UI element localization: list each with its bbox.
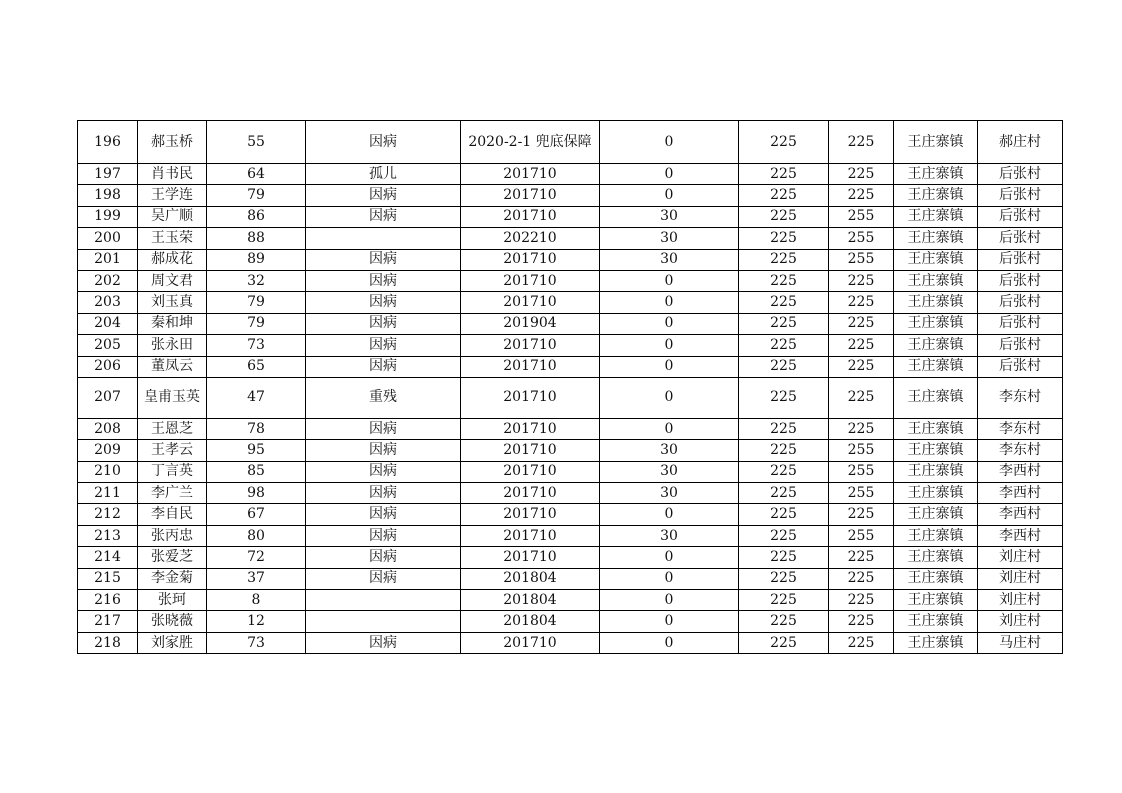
serial-number-cell: 204 xyxy=(78,313,138,334)
total-allowance-cell: 225 xyxy=(829,270,894,291)
serial-number-cell: 198 xyxy=(78,185,138,206)
base-allowance-cell: 225 xyxy=(739,504,829,525)
town-cell: 王庄寨镇 xyxy=(894,206,978,227)
name-cell: 皇甫玉英 xyxy=(138,377,207,418)
serial-number-cell: 210 xyxy=(78,461,138,482)
name-cell: 郝成花 xyxy=(138,249,207,270)
serial-number-cell: 202 xyxy=(78,270,138,291)
serial-number-cell: 209 xyxy=(78,440,138,461)
base-allowance-cell: 225 xyxy=(739,206,829,227)
total-allowance-cell: 225 xyxy=(829,377,894,418)
village-cell: 李东村 xyxy=(978,440,1063,461)
name-cell: 刘家胜 xyxy=(138,632,207,653)
age-cell: 73 xyxy=(207,335,306,356)
age-cell: 72 xyxy=(207,547,306,568)
serial-number-cell: 197 xyxy=(78,164,138,185)
reason-cell: 因病 xyxy=(306,121,461,164)
reason-cell: 因病 xyxy=(306,356,461,377)
reason-cell: 因病 xyxy=(306,504,461,525)
village-cell: 后张村 xyxy=(978,313,1063,334)
start-date-cell: 201710 xyxy=(461,525,600,546)
reason-cell: 因病 xyxy=(306,249,461,270)
name-cell: 刘玉真 xyxy=(138,292,207,313)
table-row xyxy=(78,292,1063,313)
town-cell: 王庄寨镇 xyxy=(894,461,978,482)
reason-cell: 因病 xyxy=(306,313,461,334)
start-date-cell: 201710 xyxy=(461,335,600,356)
base-allowance-cell: 225 xyxy=(739,611,829,632)
start-date-cell: 201710 xyxy=(461,270,600,291)
table-row xyxy=(78,525,1063,546)
village-cell: 李西村 xyxy=(978,504,1063,525)
village-cell: 李西村 xyxy=(978,483,1063,504)
serial-number-cell: 211 xyxy=(78,483,138,504)
base-allowance-cell: 225 xyxy=(739,377,829,418)
start-date-cell: 201710 xyxy=(461,418,600,439)
start-date-cell: 201710 xyxy=(461,185,600,206)
name-cell: 张永田 xyxy=(138,335,207,356)
village-cell: 后张村 xyxy=(978,292,1063,313)
start-date-cell: 201804 xyxy=(461,568,600,589)
extra-allowance-cell: 30 xyxy=(600,206,739,227)
base-allowance-cell: 225 xyxy=(739,632,829,653)
base-allowance-cell: 225 xyxy=(739,292,829,313)
table-row xyxy=(78,377,1063,418)
village-cell: 刘庄村 xyxy=(978,568,1063,589)
total-allowance-cell: 225 xyxy=(829,547,894,568)
total-allowance-cell: 225 xyxy=(829,418,894,439)
village-cell: 李西村 xyxy=(978,525,1063,546)
name-cell: 秦和坤 xyxy=(138,313,207,334)
town-cell: 王庄寨镇 xyxy=(894,292,978,313)
town-cell: 王庄寨镇 xyxy=(894,270,978,291)
reason-cell: 因病 xyxy=(306,270,461,291)
start-date-cell: 201710 xyxy=(461,547,600,568)
village-cell: 刘庄村 xyxy=(978,611,1063,632)
extra-allowance-cell: 30 xyxy=(600,440,739,461)
name-cell: 丁言英 xyxy=(138,461,207,482)
name-cell: 李金菊 xyxy=(138,568,207,589)
total-allowance-cell: 225 xyxy=(829,356,894,377)
base-allowance-cell: 225 xyxy=(739,313,829,334)
age-cell: 95 xyxy=(207,440,306,461)
start-date-cell: 201710 xyxy=(461,461,600,482)
start-date-cell: 2020-2-1 兜底保障 xyxy=(461,121,600,164)
total-allowance-cell: 225 xyxy=(829,568,894,589)
serial-number-cell: 217 xyxy=(78,611,138,632)
total-allowance-cell: 225 xyxy=(829,292,894,313)
age-cell: 79 xyxy=(207,185,306,206)
town-cell: 王庄寨镇 xyxy=(894,228,978,249)
start-date-cell: 201904 xyxy=(461,313,600,334)
table-row xyxy=(78,335,1063,356)
age-cell: 88 xyxy=(207,228,306,249)
reason-cell: 因病 xyxy=(306,440,461,461)
base-allowance-cell: 225 xyxy=(739,121,829,164)
start-date-cell: 201710 xyxy=(461,632,600,653)
total-allowance-cell: 225 xyxy=(829,185,894,206)
village-cell: 后张村 xyxy=(978,228,1063,249)
total-allowance-cell: 255 xyxy=(829,206,894,227)
total-allowance-cell: 225 xyxy=(829,121,894,164)
age-cell: 12 xyxy=(207,611,306,632)
village-cell: 马庄村 xyxy=(978,632,1063,653)
table-row xyxy=(78,611,1063,632)
total-allowance-cell: 255 xyxy=(829,483,894,504)
reason-cell: 因病 xyxy=(306,568,461,589)
serial-number-cell: 212 xyxy=(78,504,138,525)
town-cell: 王庄寨镇 xyxy=(894,377,978,418)
town-cell: 王庄寨镇 xyxy=(894,568,978,589)
name-cell: 王恩芝 xyxy=(138,418,207,439)
table-body xyxy=(78,121,1063,654)
town-cell: 王庄寨镇 xyxy=(894,335,978,356)
serial-number-cell: 214 xyxy=(78,547,138,568)
town-cell: 王庄寨镇 xyxy=(894,121,978,164)
town-cell: 王庄寨镇 xyxy=(894,356,978,377)
age-cell: 67 xyxy=(207,504,306,525)
base-allowance-cell: 225 xyxy=(739,335,829,356)
extra-allowance-cell: 0 xyxy=(600,313,739,334)
table-row xyxy=(78,164,1063,185)
extra-allowance-cell: 0 xyxy=(600,356,739,377)
age-cell: 55 xyxy=(207,121,306,164)
age-cell: 80 xyxy=(207,525,306,546)
start-date-cell: 201710 xyxy=(461,249,600,270)
total-allowance-cell: 225 xyxy=(829,632,894,653)
age-cell: 79 xyxy=(207,313,306,334)
serial-number-cell: 208 xyxy=(78,418,138,439)
age-cell: 73 xyxy=(207,632,306,653)
extra-allowance-cell: 0 xyxy=(600,632,739,653)
start-date-cell: 201710 xyxy=(461,164,600,185)
town-cell: 王庄寨镇 xyxy=(894,632,978,653)
base-allowance-cell: 225 xyxy=(739,249,829,270)
start-date-cell: 201710 xyxy=(461,504,600,525)
reason-cell: 因病 xyxy=(306,461,461,482)
start-date-cell: 201710 xyxy=(461,483,600,504)
town-cell: 王庄寨镇 xyxy=(894,525,978,546)
extra-allowance-cell: 0 xyxy=(600,164,739,185)
total-allowance-cell: 255 xyxy=(829,461,894,482)
town-cell: 王庄寨镇 xyxy=(894,185,978,206)
table-row xyxy=(78,590,1063,611)
town-cell: 王庄寨镇 xyxy=(894,483,978,504)
age-cell: 98 xyxy=(207,483,306,504)
serial-number-cell: 216 xyxy=(78,590,138,611)
start-date-cell: 201710 xyxy=(461,356,600,377)
serial-number-cell: 199 xyxy=(78,206,138,227)
extra-allowance-cell: 0 xyxy=(600,377,739,418)
reason-cell: 因病 xyxy=(306,418,461,439)
serial-number-cell: 213 xyxy=(78,525,138,546)
name-cell: 王孝云 xyxy=(138,440,207,461)
serial-number-cell: 206 xyxy=(78,356,138,377)
base-allowance-cell: 225 xyxy=(739,525,829,546)
reason-cell xyxy=(306,590,461,611)
reason-cell: 因病 xyxy=(306,547,461,568)
village-cell: 刘庄村 xyxy=(978,590,1063,611)
age-cell: 8 xyxy=(207,590,306,611)
age-cell: 47 xyxy=(207,377,306,418)
extra-allowance-cell: 0 xyxy=(600,270,739,291)
extra-allowance-cell: 30 xyxy=(600,228,739,249)
name-cell: 张爱芝 xyxy=(138,547,207,568)
total-allowance-cell: 225 xyxy=(829,590,894,611)
serial-number-cell: 200 xyxy=(78,228,138,249)
base-allowance-cell: 225 xyxy=(739,461,829,482)
total-allowance-cell: 225 xyxy=(829,611,894,632)
name-cell: 李自民 xyxy=(138,504,207,525)
start-date-cell: 201710 xyxy=(461,206,600,227)
age-cell: 37 xyxy=(207,568,306,589)
total-allowance-cell: 255 xyxy=(829,525,894,546)
extra-allowance-cell: 0 xyxy=(600,121,739,164)
reason-cell: 因病 xyxy=(306,206,461,227)
reason-cell: 孤儿 xyxy=(306,164,461,185)
village-cell: 后张村 xyxy=(978,164,1063,185)
table-row xyxy=(78,632,1063,653)
reason-cell: 因病 xyxy=(306,632,461,653)
extra-allowance-cell: 30 xyxy=(600,249,739,270)
extra-allowance-cell: 0 xyxy=(600,568,739,589)
name-cell: 周文君 xyxy=(138,270,207,291)
age-cell: 64 xyxy=(207,164,306,185)
village-cell: 后张村 xyxy=(978,206,1063,227)
village-cell: 李东村 xyxy=(978,377,1063,418)
base-allowance-cell: 225 xyxy=(739,590,829,611)
total-allowance-cell: 255 xyxy=(829,440,894,461)
village-cell: 后张村 xyxy=(978,249,1063,270)
town-cell: 王庄寨镇 xyxy=(894,313,978,334)
total-allowance-cell: 255 xyxy=(829,228,894,249)
town-cell: 王庄寨镇 xyxy=(894,611,978,632)
extra-allowance-cell: 0 xyxy=(600,590,739,611)
serial-number-cell: 196 xyxy=(78,121,138,164)
name-cell: 王玉荣 xyxy=(138,228,207,249)
age-cell: 86 xyxy=(207,206,306,227)
base-allowance-cell: 225 xyxy=(739,228,829,249)
reason-cell: 因病 xyxy=(306,292,461,313)
town-cell: 王庄寨镇 xyxy=(894,504,978,525)
age-cell: 85 xyxy=(207,461,306,482)
town-cell: 王庄寨镇 xyxy=(894,440,978,461)
town-cell: 王庄寨镇 xyxy=(894,547,978,568)
base-allowance-cell: 225 xyxy=(739,440,829,461)
reason-cell: 因病 xyxy=(306,335,461,356)
serial-number-cell: 205 xyxy=(78,335,138,356)
total-allowance-cell: 225 xyxy=(829,313,894,334)
table-row xyxy=(78,313,1063,334)
village-cell: 后张村 xyxy=(978,335,1063,356)
total-allowance-cell: 225 xyxy=(829,335,894,356)
table-row xyxy=(78,356,1063,377)
serial-number-cell: 201 xyxy=(78,249,138,270)
name-cell: 张丙忠 xyxy=(138,525,207,546)
extra-allowance-cell: 30 xyxy=(600,483,739,504)
total-allowance-cell: 225 xyxy=(829,164,894,185)
age-cell: 78 xyxy=(207,418,306,439)
name-cell: 李广兰 xyxy=(138,483,207,504)
table-row xyxy=(78,121,1063,164)
town-cell: 王庄寨镇 xyxy=(894,590,978,611)
village-cell: 后张村 xyxy=(978,185,1063,206)
name-cell: 肖书民 xyxy=(138,164,207,185)
table-row xyxy=(78,504,1063,525)
start-date-cell: 201710 xyxy=(461,377,600,418)
serial-number-cell: 207 xyxy=(78,377,138,418)
extra-allowance-cell: 0 xyxy=(600,292,739,313)
table-row xyxy=(78,418,1063,439)
reason-cell: 重残 xyxy=(306,377,461,418)
village-cell: 李西村 xyxy=(978,461,1063,482)
extra-allowance-cell: 0 xyxy=(600,547,739,568)
start-date-cell: 201710 xyxy=(461,292,600,313)
table-row xyxy=(78,228,1063,249)
reason-cell: 因病 xyxy=(306,483,461,504)
table-row xyxy=(78,547,1063,568)
total-allowance-cell: 225 xyxy=(829,504,894,525)
base-allowance-cell: 225 xyxy=(739,483,829,504)
reason-cell: 因病 xyxy=(306,185,461,206)
table-row xyxy=(78,270,1063,291)
serial-number-cell: 218 xyxy=(78,632,138,653)
age-cell: 79 xyxy=(207,292,306,313)
start-date-cell: 201710 xyxy=(461,440,600,461)
base-allowance-cell: 225 xyxy=(739,356,829,377)
town-cell: 王庄寨镇 xyxy=(894,418,978,439)
serial-number-cell: 215 xyxy=(78,568,138,589)
table-row xyxy=(78,483,1063,504)
name-cell: 郝玉桥 xyxy=(138,121,207,164)
table-row xyxy=(78,206,1063,227)
reason-cell xyxy=(306,611,461,632)
town-cell: 王庄寨镇 xyxy=(894,249,978,270)
name-cell: 张珂 xyxy=(138,590,207,611)
extra-allowance-cell: 0 xyxy=(600,335,739,356)
extra-allowance-cell: 30 xyxy=(600,461,739,482)
extra-allowance-cell: 0 xyxy=(600,504,739,525)
base-allowance-cell: 225 xyxy=(739,547,829,568)
total-allowance-cell: 255 xyxy=(829,249,894,270)
name-cell: 张晓薇 xyxy=(138,611,207,632)
recipient-table xyxy=(77,120,1063,654)
town-cell: 王庄寨镇 xyxy=(894,164,978,185)
start-date-cell: 202210 xyxy=(461,228,600,249)
table-row xyxy=(78,185,1063,206)
reason-cell: 因病 xyxy=(306,525,461,546)
extra-allowance-cell: 0 xyxy=(600,611,739,632)
table-row xyxy=(78,461,1063,482)
base-allowance-cell: 225 xyxy=(739,164,829,185)
village-cell: 李东村 xyxy=(978,418,1063,439)
reason-cell xyxy=(306,228,461,249)
serial-number-cell: 203 xyxy=(78,292,138,313)
base-allowance-cell: 225 xyxy=(739,418,829,439)
village-cell: 郝庄村 xyxy=(978,121,1063,164)
village-cell: 刘庄村 xyxy=(978,547,1063,568)
name-cell: 吴广顺 xyxy=(138,206,207,227)
age-cell: 65 xyxy=(207,356,306,377)
name-cell: 王学连 xyxy=(138,185,207,206)
table-row xyxy=(78,440,1063,461)
base-allowance-cell: 225 xyxy=(739,568,829,589)
table-row xyxy=(78,249,1063,270)
table-row xyxy=(78,568,1063,589)
extra-allowance-cell: 0 xyxy=(600,185,739,206)
village-cell: 后张村 xyxy=(978,270,1063,291)
base-allowance-cell: 225 xyxy=(739,270,829,291)
name-cell: 董凤云 xyxy=(138,356,207,377)
village-cell: 后张村 xyxy=(978,356,1063,377)
start-date-cell: 201804 xyxy=(461,611,600,632)
extra-allowance-cell: 30 xyxy=(600,525,739,546)
start-date-cell: 201804 xyxy=(461,590,600,611)
extra-allowance-cell: 0 xyxy=(600,418,739,439)
age-cell: 89 xyxy=(207,249,306,270)
base-allowance-cell: 225 xyxy=(739,185,829,206)
age-cell: 32 xyxy=(207,270,306,291)
